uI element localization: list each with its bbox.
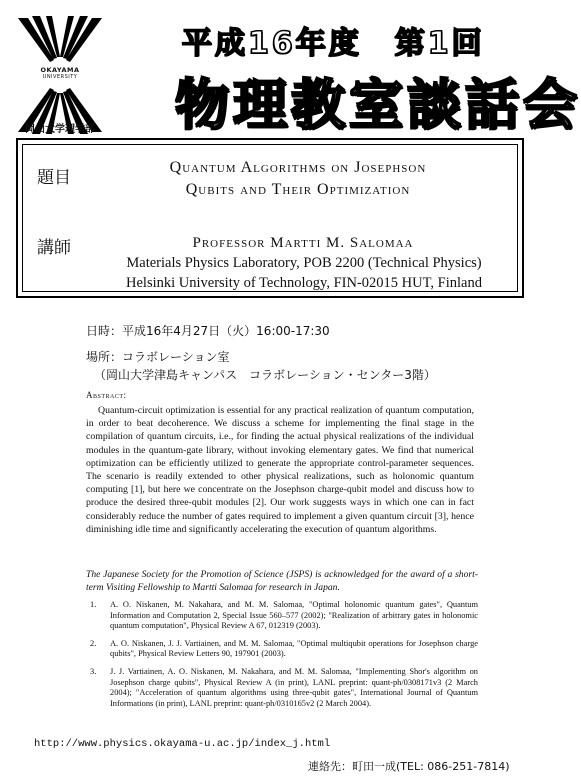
reference-number: 2. bbox=[90, 638, 97, 648]
reference-text: A. O. Niskanen, J. J. Vartiainen, and M. M. Salomaa, "Optimal multiqubit operations for Josephson charge qubits", Physical Review Letters 90, 197901 (2003). bbox=[110, 638, 478, 659]
place-detail: （岡山大学津島キャンパス コラボレーション・センター3階） bbox=[94, 368, 436, 382]
speaker-label: 講師 bbox=[37, 238, 71, 258]
talk-title bbox=[83, 157, 513, 201]
talk-title-line1: Quantum Algorithms on Josephson bbox=[169, 159, 427, 176]
date-line: 日時：平成16年4月27日（火）16:00-17:30 bbox=[86, 324, 330, 338]
talk-info-box bbox=[16, 138, 524, 298]
reference-number: 1. bbox=[90, 600, 97, 609]
series-title: 平成16年度 第1回 bbox=[182, 26, 485, 61]
reference-item bbox=[90, 600, 478, 632]
abstract-heading: Abstract: bbox=[86, 390, 127, 400]
reference-text: A. O. Niskanen, M. Nakahara, and M. M. Salomaa, "Optimal holonomic quantum gates", Quantum Information and Computation 2, Special Issue 560–577 (2002); "Realization of arbitrary gates in holonomic quantum computation", Physical Review A 67, 012319 (2003). bbox=[110, 600, 478, 631]
reference-number: 3. bbox=[90, 666, 97, 676]
reference-item bbox=[90, 639, 478, 660]
speaker-affiliation-line1: Materials Physics Laboratory, POB 2200 (Technical Physics) bbox=[126, 255, 482, 271]
university-logo bbox=[14, 16, 106, 134]
abstract-body: Quantum-circuit optimization is essential for any practical realization of quantum computation, in order to beat decoherence. We discuss a scheme for implementing the final stage in the compilation of quantum circuits, i.e., for finding the actual physical realizations of the individual modules in the quantum-gate library, without invoking elementary gates. We find that numerical optimization can be efficiently utilized to generate the appropriate control-parameter sequences. The scenario is readily extended to other physical realizations, such as holonomic quantum computing [1], but here we concentrate on the Josephson charge-qubit model and discuss how to produce the desired three-qubit modules [2]. Our work suggests ways in which one can in fact considerably reduce the number of gates required to implement a given quantum circuit [3], hence diminishing idle time and significantly accelerating the execution of quantum algorithms. bbox=[86, 405, 474, 535]
reference-text: J. J. Vartiainen, A. O. Niskanen, M. Nakahara, and M. M. Salomaa, "Implementing Shor's algorithm on Josephson charge qubits", Physical Review A (in print), LANL preprint: quant-ph/0308171v3 (2 March 2004); "Acceleration of quantum algorithms using three-qubit gates", International Journal of Quantum Informations (in print), LANL preprint: quant-ph/0310165v2 (2 March 2004). bbox=[110, 666, 478, 708]
contact-info: 連絡先：町田一成(TEL: 086-251-7814) bbox=[308, 760, 510, 773]
event-title: 物理教室談話会 bbox=[175, 73, 581, 136]
acknowledgment: The Japanese Society for the Promotion of Science (JSPS) is acknowledged for the award of a short-term Visiting Fellowship to Martti Salomaa for research in Japan. bbox=[86, 569, 478, 593]
reference-list bbox=[90, 600, 478, 716]
speaker-affiliation-line2: Helsinki University of Technology, FIN-02015 HUT, Finland bbox=[126, 275, 482, 291]
logo-caption: 岡山大学理学部 bbox=[25, 124, 95, 135]
logo-university-text: UNIVERSITY bbox=[42, 74, 78, 80]
talk-title-line2: Qubits and Their Optimization bbox=[185, 181, 411, 198]
speaker-name: Professor Martti M. Salomaa bbox=[192, 235, 414, 251]
website-link[interactable]: http://www.physics.okayama-u.ac.jp/index_j.html bbox=[34, 738, 331, 750]
reference-item bbox=[90, 667, 478, 709]
logo-okayama-text: OKAYAMA bbox=[40, 66, 80, 74]
place-line: 場所：コラボレーション室 bbox=[86, 350, 230, 364]
title-label: 題目 bbox=[37, 168, 71, 188]
talk-info-box-inner bbox=[22, 144, 518, 292]
